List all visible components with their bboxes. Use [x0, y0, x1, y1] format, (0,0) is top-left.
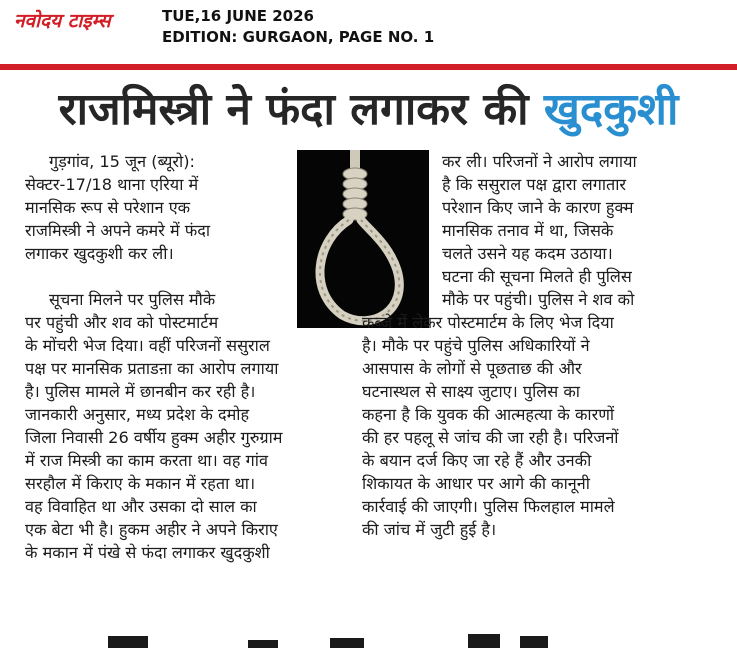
col2-line: कर ली। परिजनों ने आरोप लगाया	[442, 152, 637, 171]
col2-line: घटना की सूचना मिलते ही पुलिस	[442, 267, 632, 286]
col2-line: है कि ससुराल पक्ष द्वारा लगातार	[442, 175, 627, 194]
col2-line: मौके पर पहुंची। पुलिस ने शव को	[442, 290, 635, 309]
col1-line: मानसिक रूप से परेशान एक	[25, 198, 191, 217]
col2-line: मानसिक तनाव में था, जिसके	[442, 221, 614, 240]
col2-line: चलते उसने यह कदम उठाया।	[442, 244, 613, 263]
date-line: TUE,16 JUNE 2026	[162, 7, 314, 25]
col1-intro-wide	[25, 219, 343, 265]
col1-body	[25, 288, 343, 564]
col1-line: गुड़गांव, 15 जून (ब्यूरो):	[49, 152, 195, 171]
col2-line: परेशान किए जाने के कारण हुक्म	[442, 198, 634, 217]
col1-line: जिला निवासी 26 वर्षीय हुक्म अहीर गुरुग्राम	[25, 428, 283, 447]
col1-line: सेक्टर-17/18 थाना एरिया में	[25, 175, 199, 194]
col1-line: के मकान में पंखे से फंदा लगाकर खुदकुशी	[25, 543, 270, 562]
next-headline-fragment	[0, 622, 737, 648]
article-headline	[0, 80, 737, 140]
col2-line: की जांच में जुटी हुई है।	[362, 520, 497, 539]
masthead	[0, 0, 737, 62]
col1-line: सरहौल में किराए के मकान में रहता था।	[25, 474, 256, 493]
col2-bottom	[362, 311, 696, 541]
headline-main: राजमिस्त्री ने फंदा लगाकर की	[58, 84, 544, 135]
col2-line: शिकायत के आधार पर आगे की कानूनी	[362, 474, 590, 493]
col1-line: सूचना मिलने पर पुलिस मौके	[49, 290, 216, 309]
col2-top	[442, 150, 696, 311]
col2-line: कब्जे में लेकर पोस्टमार्टम के लिए भेज दिया	[362, 313, 614, 332]
col2-line: आसपास के लोगों से पूछताछ की और	[362, 359, 582, 378]
header-rule	[0, 64, 737, 70]
col1-line: लगाकर खुदकुशी कर ली।	[25, 244, 174, 263]
col2-line: घटनास्थल से साक्ष्य जुटाए। पुलिस का	[362, 382, 580, 401]
col1-line: है। पुलिस मामले में छानबीन कर रही है।	[25, 382, 256, 401]
headline-accent: खुदकुशी	[543, 84, 679, 135]
col2-line: है। मौके पर पहुंचे पुलिस अधिकारियों ने	[362, 336, 590, 355]
col1-line: राजमिस्त्री ने अपने कमरे में फंदा	[25, 221, 211, 240]
col1-line: एक बेटा भी है। हुकम अहीर ने अपने किराए	[25, 520, 278, 539]
col1-line: के मोंचरी भेज दिया। वहीं परिजनों ससुराल	[25, 336, 270, 355]
col2-line: की हर पहलू से जांच की जा रही है। परिजनों	[362, 428, 619, 447]
newspaper-logo	[14, 6, 154, 36]
col1-line: जानकारी अनुसार, मध्य प्रदेश के दमोह	[25, 405, 250, 424]
col1-line: वह विवाहित था और उसका दो साल का	[25, 497, 257, 516]
col1-line: पक्ष पर मानसिक प्रताडऩा का आरोप लगाया	[25, 359, 279, 378]
edition-meta	[162, 6, 434, 48]
col1-line: पर पहुंची और शव को पोस्टमार्टम	[25, 313, 219, 332]
col1-intro	[25, 150, 287, 219]
col1-line: में राज मिस्त्री का काम करता था। वह गांव	[25, 451, 268, 470]
logo-text: नवोदय टाइम्स	[14, 10, 111, 32]
col2-line: कहना है कि युवक की आत्महत्या के कारणों	[362, 405, 615, 424]
col2-line: कार्रवाई की जाएगी। पुलिस फिलहाल मामले	[362, 497, 615, 516]
col2-line: के बयान दर्ज किए जा रहे हैं और उनकी	[362, 451, 592, 470]
edition-line: EDITION: GURGAON, PAGE NO. 1	[162, 28, 435, 46]
